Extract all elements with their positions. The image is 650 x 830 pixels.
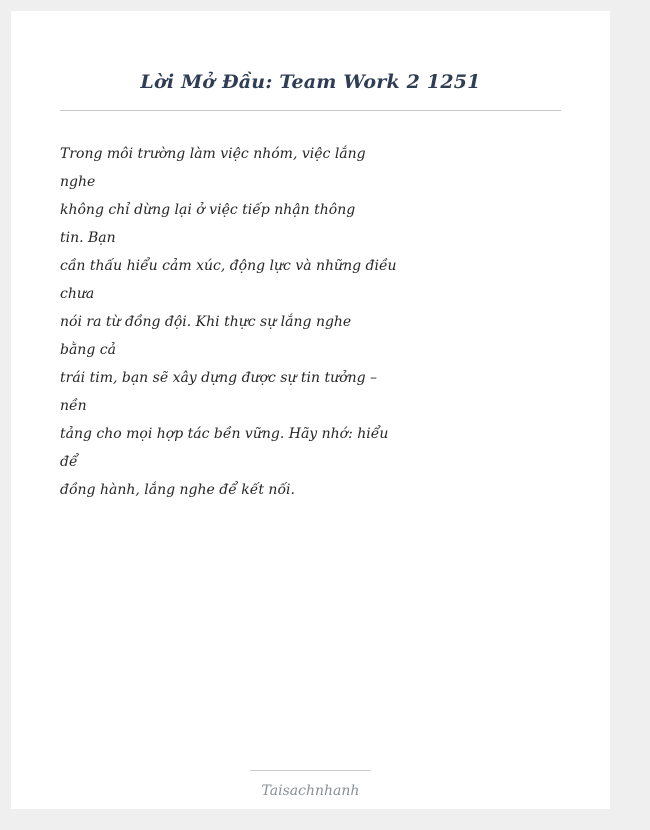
body-line: tin. Bạn [60, 230, 116, 246]
body-line: đồng hành, lắng nghe để kết nối. [60, 482, 295, 498]
body-line: trái tim, bạn sẽ xây dựng được sự tin tưởng – [60, 370, 377, 386]
body-line: nói ra từ đồng đội. Khi thực sự lắng nghe [60, 314, 352, 330]
body-line: để [60, 454, 78, 470]
body-line: nền [60, 398, 87, 414]
body-line: Trong môi trường làm việc nhóm, việc lắng [60, 146, 366, 162]
body-line: không chỉ dừng lại ở việc tiếp nhận thông [60, 202, 356, 218]
body-line: chưa [60, 286, 95, 302]
title-divider [60, 110, 561, 111]
body-line: tảng cho mọi hợp tác bền vững. Hãy nhớ: hiểu [60, 426, 389, 442]
footer-source: Taisachnhanh [261, 783, 360, 799]
body-line: cần thấu hiểu cảm xúc, động lực và những điều [60, 258, 397, 274]
body-paragraph [60, 140, 397, 504]
page-title: Lời Mở Đầu: Team Work 2 1251 [140, 71, 481, 93]
document-page [11, 11, 610, 809]
footer-divider [250, 770, 371, 771]
body-line: nghe [60, 174, 96, 190]
body-line: bằng cả [60, 342, 116, 358]
